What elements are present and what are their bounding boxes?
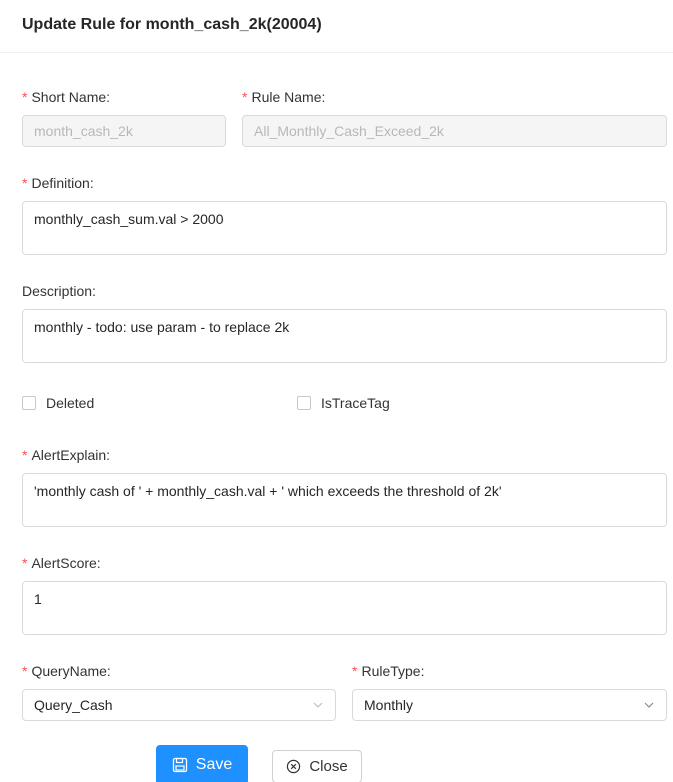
close-circle-icon (286, 759, 301, 774)
dialog-header (0, 0, 673, 53)
save-button[interactable] (156, 745, 248, 782)
dialog-title: Update Rule for month_cash_2k(20004) (22, 16, 322, 33)
required-mark: * (22, 555, 28, 571)
save-label: Save (195, 756, 233, 773)
required-mark: * (352, 663, 358, 679)
deleted-checkbox[interactable] (22, 395, 94, 411)
rule-name-input[interactable]: All_Monthly_Cash_Exceed_2k (242, 115, 667, 147)
rule-type-select[interactable] (352, 689, 667, 721)
save-icon (172, 757, 188, 773)
required-mark: * (22, 89, 28, 105)
short-name-input[interactable]: month_cash_2k (22, 115, 226, 147)
close-button[interactable] (272, 750, 362, 782)
deleted-label: Deleted (46, 395, 95, 411)
required-mark: * (22, 447, 28, 463)
checkbox-box[interactable] (22, 396, 36, 410)
close-label: Close (309, 758, 348, 775)
description-label: Description: (22, 283, 96, 299)
alert-score-label: * AlertScore: (22, 555, 101, 571)
rule-type-label: * RuleType: (352, 663, 425, 679)
definition-textarea[interactable]: monthly_cash_sum.val > 2000 (22, 201, 667, 255)
required-mark: * (22, 175, 28, 191)
is-trace-tag-checkbox[interactable] (297, 395, 390, 411)
chevron-down-icon (312, 699, 324, 711)
short-name-label: * Short Name: (22, 89, 111, 105)
description-textarea[interactable]: monthly - todo: use param - to replace 2k (22, 309, 667, 363)
checkbox-box[interactable] (297, 396, 311, 410)
query-name-select[interactable] (22, 689, 336, 721)
chevron-down-icon (643, 699, 655, 711)
is-trace-tag-label: IsTraceTag (321, 395, 390, 411)
rule-name-label: * Rule Name: (242, 89, 326, 105)
rule-type-value: Monthly (364, 697, 414, 713)
definition-label: * Definition: (22, 175, 94, 191)
alert-score-textarea[interactable]: 1 (22, 581, 667, 635)
query-name-label: * QueryName: (22, 663, 111, 679)
required-mark: * (242, 89, 248, 105)
alert-explain-label: * AlertExplain: (22, 447, 111, 463)
query-name-value: Query_Cash (34, 697, 113, 713)
required-mark: * (22, 663, 28, 679)
alert-explain-textarea[interactable]: 'monthly cash of ' + monthly_cash.val + ' which exceeds the threshold of 2k' (22, 473, 667, 527)
